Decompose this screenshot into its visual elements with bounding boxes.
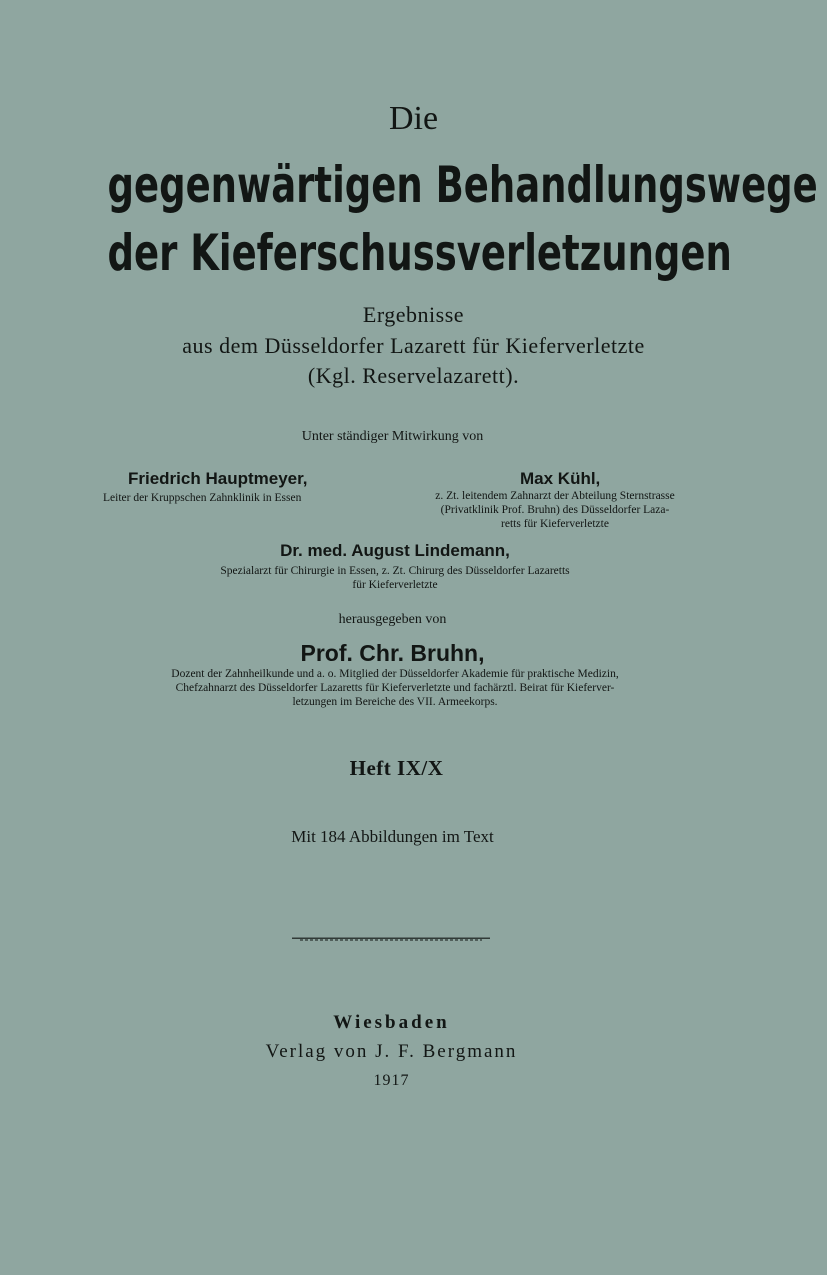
contributor-name-hauptmeyer: Friedrich Hauptmeyer, <box>128 469 308 488</box>
imprint-place: Wiesbaden <box>333 1012 450 1033</box>
description-line: Spezialarzt für Chirurgie in Essen, z. Zt. Chirurg des Düsseldorfer Lazaretts <box>220 565 570 577</box>
contributor-description-lindemann <box>0 564 790 592</box>
description-line: z. Zt. leitendem Zahnarzt der Abteilung Sternstrasse <box>435 490 675 502</box>
description-line: Leiter der Kruppschen Zahnklinik in Essen <box>103 492 302 504</box>
subtitle-line-1: Ergebnisse <box>362 302 465 327</box>
contributor-description-kuehl <box>390 489 720 531</box>
subtitle-line-2: aus dem Düsseldorfer Lazarett für Kieferverletzte <box>182 333 645 358</box>
editor-intro: herausgegeben von <box>338 612 447 627</box>
description-line: retts für Kieferverletzte <box>501 518 609 530</box>
description-line: Dozent der Zahnheilkunde und a. o. Mitglied der Düsseldorfer Akademie für praktische Medizin, <box>171 668 619 680</box>
title-article: Die <box>388 100 439 137</box>
illustrations-note: Mit 184 Abbildungen im Text <box>291 827 494 846</box>
description-line: für Kieferverletzte <box>352 579 438 591</box>
imprint-publisher: Verlag von J. F. Bergmann <box>265 1041 518 1062</box>
imprint-year: 1917 <box>373 1072 410 1089</box>
description-line: (Privatklinik Prof. Bruhn) des Düsseldorfer Laza- <box>440 504 670 516</box>
contributor-name-lindemann: Dr. med. August Lindemann, <box>280 541 510 560</box>
description-line: Chefzahnarzt des Düsseldorfer Lazaretts für Kieferverletzte und fachärztl. Beirat für Kieferver- <box>175 682 615 694</box>
title-line-1: gegenwärtigen Behandlungswege <box>107 156 818 214</box>
description-line: letzungen im Bereiche des VII. Armeekorps. <box>292 696 498 708</box>
subtitle-line-3: (Kgl. Reservelazarett). <box>307 363 520 388</box>
editor-name: Prof. Chr. Bruhn, <box>300 640 485 666</box>
contributor-name-kuehl: Max Kühl, <box>520 469 601 488</box>
issue-number: Heft IX/X <box>349 756 444 780</box>
contributor-description-hauptmeyer <box>103 491 301 505</box>
editor-description <box>0 667 790 709</box>
decorative-rule <box>292 937 490 941</box>
title-line-2: der Kieferschussverletzungen <box>107 224 732 282</box>
collaboration-intro: Unter ständiger Mitwirkung von <box>301 429 484 444</box>
